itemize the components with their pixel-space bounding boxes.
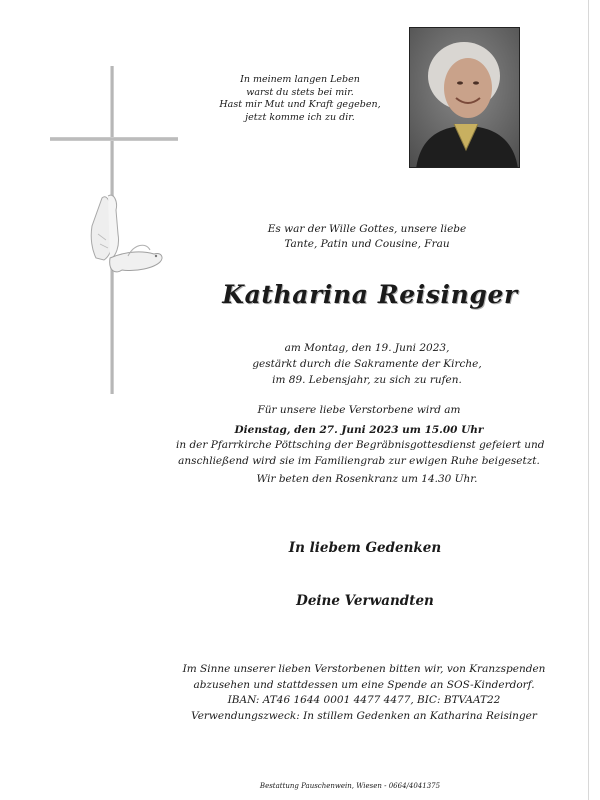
donation-line: Im Sinne unserer lieben Verstorbenen bitten wir, von Kranzspenden — [182, 663, 546, 675]
death-notice-line: gestärkt durch die Sakramente der Kirche, — [252, 358, 482, 370]
deceased-name: Katharina Reisinger — [222, 280, 518, 309]
death-notice — [220, 340, 514, 388]
poem — [212, 74, 388, 124]
praying-hands-icon — [91, 195, 162, 272]
poem-line: jetzt komme ich zu dir. — [245, 111, 355, 123]
rosary-info: Wir beten den Rosenkranz um 14.30 Uhr. — [256, 473, 478, 485]
funeral-details-line: in der Pfarrkirche Pöttsching der Begräbnisgottesdienst gefeiert und — [176, 439, 545, 451]
funeral-details-line: anschließend wird sie im Familiengrab zur ewigen Ruhe beigesetzt. — [178, 454, 540, 467]
poem-line: In meinem langen Leben — [240, 74, 360, 85]
portrait-image — [410, 28, 520, 168]
funeral-home-footer: Bestattung Pauschenwein, Wiesen - 0664/4041375 — [259, 782, 441, 790]
donation-line: Verwendungszweck: In stillem Gedenken an Katharina Reisinger — [191, 709, 537, 722]
donation-line: abzusehen und stattdessen um eine Spende an SOS-Kinderdorf. — [193, 678, 535, 691]
poem-line: warst du stets bei mir. — [246, 86, 354, 98]
cross-icon — [48, 64, 180, 398]
family-signature: Deine Verwandten — [296, 593, 434, 609]
donation-request — [176, 662, 552, 724]
death-notice-line: am Montag, den 19. Juni 2023, — [284, 342, 450, 354]
funeral-date-time: Dienstag, den 27. Juni 2023 um 15.00 Uhr — [234, 423, 484, 436]
donation-line: IBAN: AT46 1644 0001 4477 4477, BIC: BTVAAT22 — [227, 694, 501, 706]
death-notice-line: im 89. Lebensjahr, zu sich zu rufen. — [272, 374, 462, 386]
portrait-photo — [409, 27, 520, 168]
remembrance-heading: In liebem Gedenken — [288, 540, 442, 556]
cross-illustration — [48, 64, 180, 398]
intro-text — [210, 222, 524, 252]
funeral-info — [176, 403, 545, 469]
intro-line: Es war der Wille Gottes, unsere liebe — [267, 223, 467, 235]
poem-line: Hast mir Mut und Kraft gegeben, — [219, 99, 381, 110]
funeral-intro: Für unsere liebe Verstorbene wird am — [257, 404, 461, 416]
intro-line: Tante, Patin und Cousine, Frau — [284, 238, 450, 250]
